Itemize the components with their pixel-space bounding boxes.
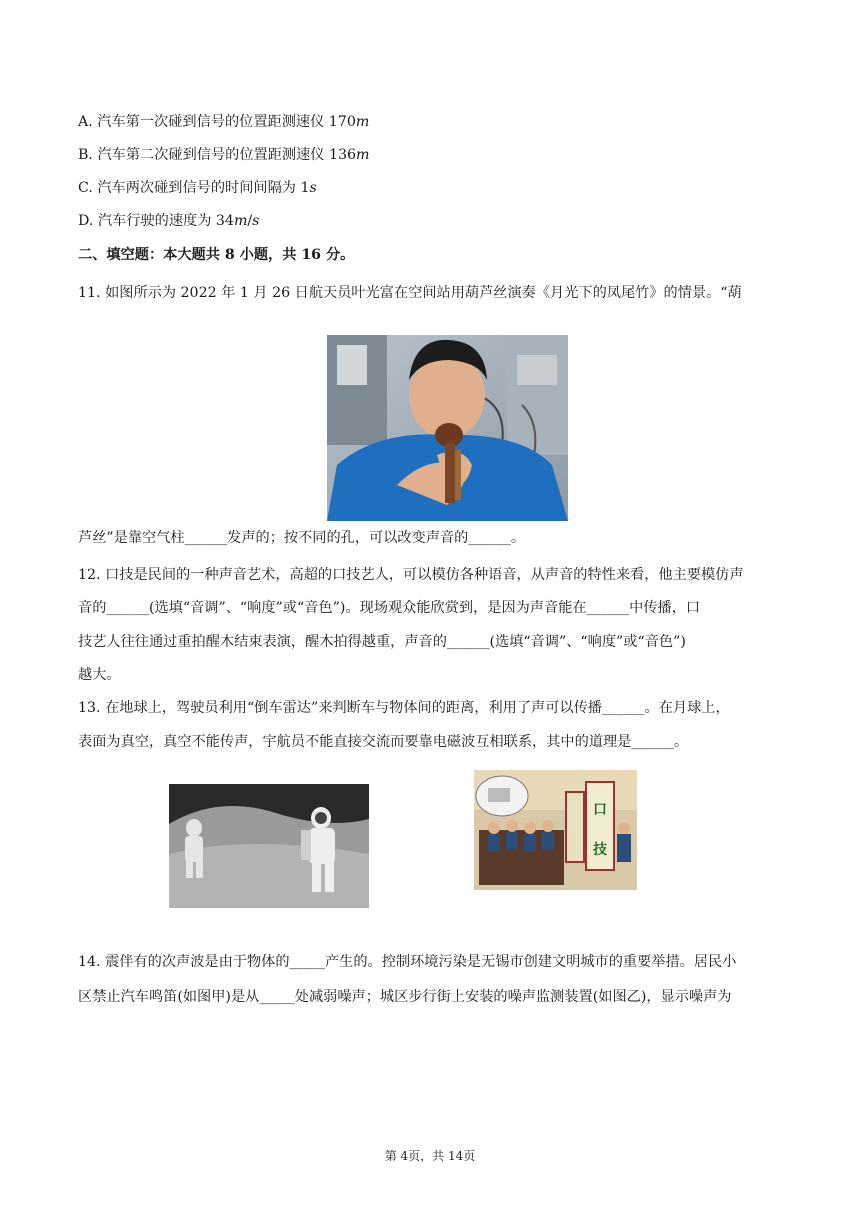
kouji-sign-char-ji: 技 (593, 842, 607, 858)
q14-line2: 区禁止汽车鸣笛(如图甲)是从_____处减弱噪声；城区步行街上安装的噪声监测装置(如图乙)，显示噪声为 (78, 989, 732, 1005)
q13-line2: 表面为真空，真空不能传声，宇航员不能直接交流而要靠电磁波互相联系，其中的道理是______。 (78, 734, 689, 750)
option-a: A. 汽车第一次碰到信号的位置距测速仪 170𝑚 (78, 114, 370, 130)
q12-line2: 音的______(选填“音调”、“响度”或“音色”)。现场观众能欣赏到，是因为声音能在______中传播，口 (78, 600, 701, 616)
q13-line1: 13. 在地球上，驾驶员利用“倒车雷达”来判断车与物体间的距离，利用了声可以传播______。在月球上， (78, 700, 730, 716)
q11-line2: 芦丝”是靠空气柱______发声的；按不同的孔，可以改变声音的______。 (78, 530, 526, 546)
q12-line3: 技艺人往往通过重拍醒木结束表演，醒木拍得越重，声音的______(选填“音调”、“响度”或“音色”) (78, 634, 686, 650)
moon-astronauts-photo (169, 784, 369, 908)
q14-line1: 14. 震伴有的次声波是由于物体的_____产生的。控制环境污染是无锡市创建文明城市的重要举措。居民小 (78, 954, 737, 970)
kouji-sign-char-kou: 口 (593, 802, 607, 818)
astronaut-hulusi-photo (327, 335, 568, 521)
option-b: B. 汽车第二次碰到信号的位置距测速仪 136𝑚 (78, 147, 370, 163)
q11-line1: 11. 如图所示为 2022 年 1 月 26 日航天员叶光富在空间站用葫芦丝演奏《月光下的凤尾竹》的情景。“葫 (78, 285, 742, 301)
option-c: C. 汽车两次碰到信号的时间间隔为 1𝑠 (78, 180, 317, 196)
page-footer: 第 4页，共 14页 (384, 1149, 476, 1163)
kouji-cartoon-image (474, 770, 637, 890)
option-d: D. 汽车行驶的速度为 34𝑚/𝑠 (78, 213, 260, 229)
section-heading: 二、填空题：本大题共 8 小题，共 16 分。 (78, 247, 355, 263)
q12-line1: 12. 口技是民间的一种声音艺术，高超的口技艺人，可以模仿各种语音，从声音的特性来看，他主要模仿声 (78, 567, 744, 583)
q12-line4: 越大。 (78, 667, 121, 683)
